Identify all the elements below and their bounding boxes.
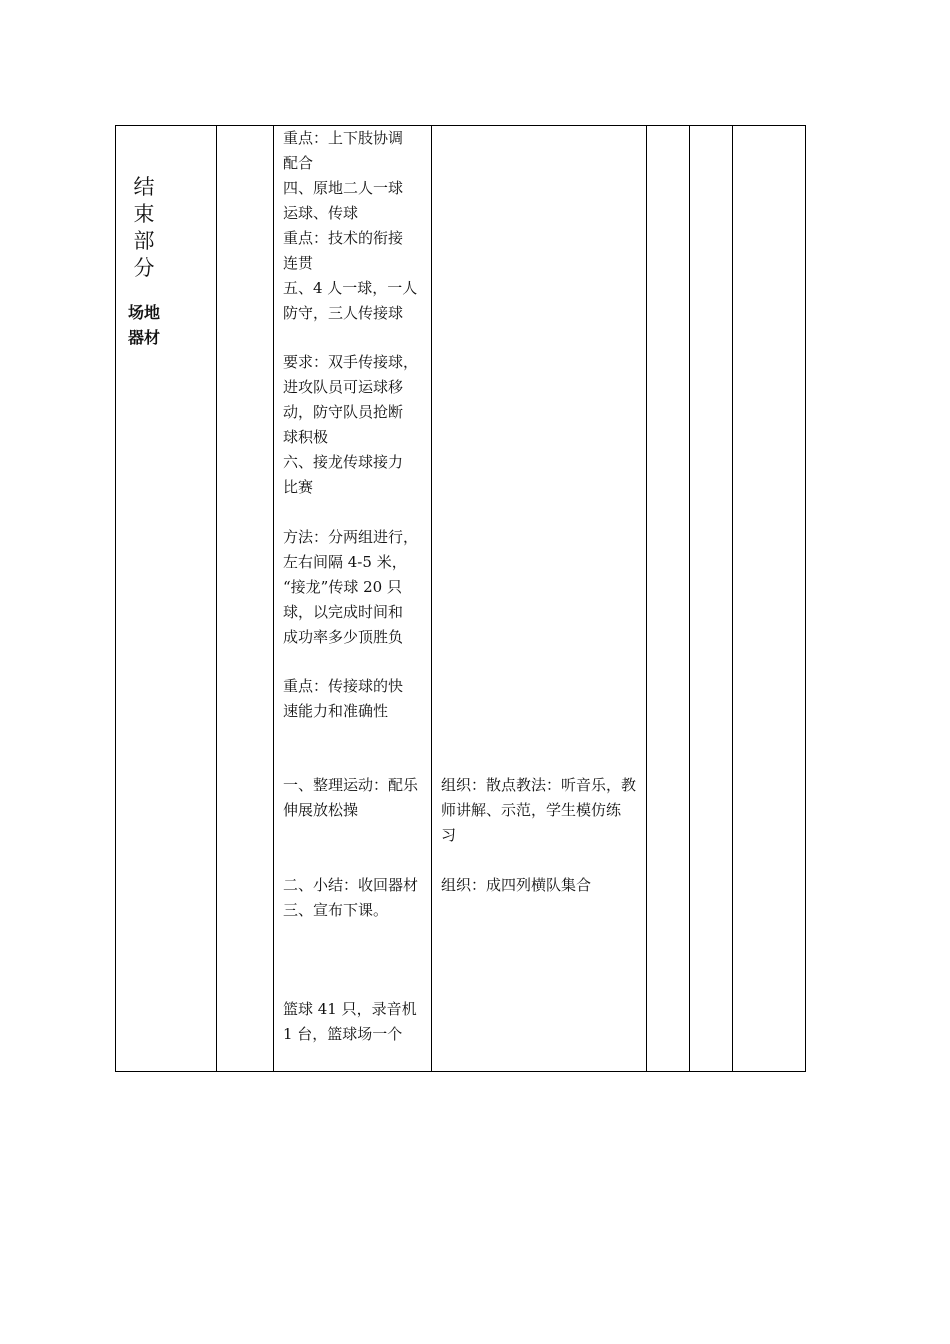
content-line: 1 台，篮球场一个 <box>283 1025 403 1043</box>
content-line: 三、宣布下课。 <box>283 901 389 919</box>
method-line: 组织：成四列横队集合 <box>441 876 592 894</box>
content-line: 一、整理运动：配乐 <box>283 776 419 794</box>
content-line: 球积极 <box>283 428 329 446</box>
section-cell <box>116 126 217 1072</box>
empty-cell-b <box>690 126 733 1072</box>
section-title: 结束部分 <box>133 175 155 280</box>
method-line: 师讲解、示范，学生模仿练 <box>441 801 622 819</box>
content-block-1 <box>283 126 417 326</box>
content-line: 方法：分两组进行， <box>283 528 419 546</box>
content-block-6 <box>283 873 418 923</box>
content-block-5 <box>283 773 418 823</box>
content-line: 防守，三人传接球 <box>283 304 404 322</box>
content-line: “接龙”传球 20 只 <box>283 578 402 596</box>
content-line: 左右间隔 4-5 米， <box>283 553 407 571</box>
content-line: 进攻队员可运球移 <box>283 378 404 396</box>
section-subtitle: 场地器材 <box>127 303 160 347</box>
content-line: 五、4 人一球，一人 <box>283 279 418 297</box>
content-line: 速能力和准确性 <box>283 702 389 720</box>
content-cell <box>274 126 432 1072</box>
content-line: 连贯 <box>283 254 314 272</box>
method-line: 组织：散点教法：听音乐，教 <box>441 776 637 794</box>
content-line: 配合 <box>283 154 314 172</box>
content-line: 球，以完成时间和 <box>283 603 404 621</box>
content-line: 二、小结：收回器材 <box>283 876 419 894</box>
content-line: 伸展放松操 <box>283 801 359 819</box>
content-line: 成功率多少顶胜负 <box>283 628 404 646</box>
content-line: 要求：双手传接球， <box>283 353 419 371</box>
content-block-4 <box>283 674 403 724</box>
content-line: 重点：传接球的快 <box>283 677 404 695</box>
table-row <box>116 126 806 1072</box>
content-line: 重点：技术的衔接 <box>283 229 404 247</box>
content-line: 四、原地二人一球 <box>283 179 404 197</box>
lesson-plan-table <box>115 125 806 1072</box>
empty-cell-a <box>647 126 690 1072</box>
method-block-2 <box>441 873 591 898</box>
method-cell <box>432 126 647 1072</box>
content-line: 六、接龙传球接力 <box>283 453 404 471</box>
content-block-7 <box>283 997 417 1047</box>
content-line: 重点：上下肢协调 <box>283 129 404 147</box>
content-line: 运球、传球 <box>283 204 359 222</box>
empty-cell-c <box>733 126 806 1072</box>
time-cell <box>217 126 274 1072</box>
content-block-2 <box>283 350 418 500</box>
content-line: 篮球 41 只，录音机 <box>283 1000 417 1018</box>
content-line: 动，防守队员抢断 <box>283 403 404 421</box>
method-line: 习 <box>441 826 457 844</box>
content-line: 比赛 <box>283 478 314 496</box>
content-block-3 <box>283 525 418 650</box>
method-block-1 <box>441 773 636 848</box>
